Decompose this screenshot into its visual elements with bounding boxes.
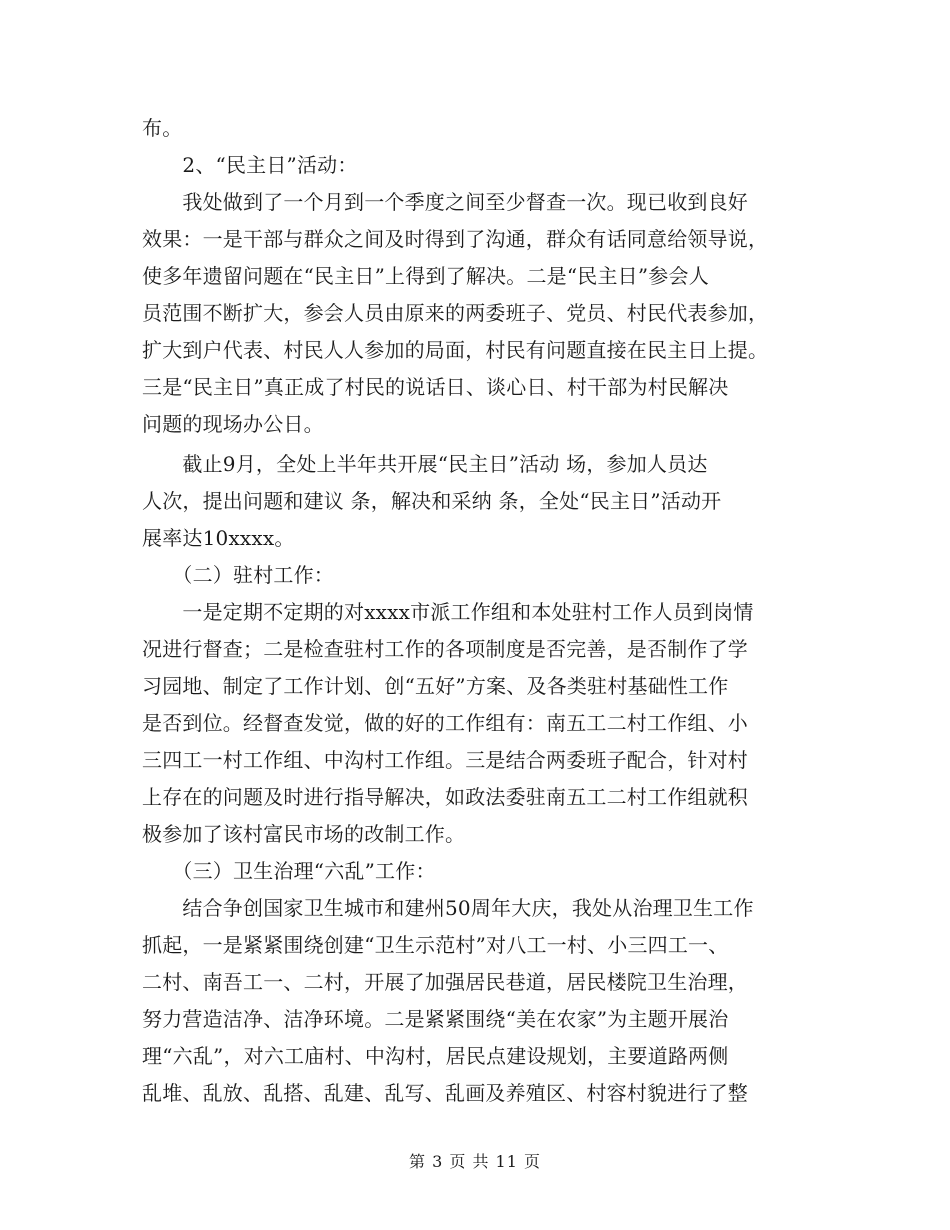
text-line: 截止9月，全处上半年共开展“民主日”活动 场，参加人员达 — [142, 452, 708, 476]
text-line: 一是定期不定期的对xxxx市派工作组和本处驻村工作人员到岗情 — [142, 600, 754, 624]
text-line: 极参加了该村富民市场的改制工作。 — [142, 822, 466, 846]
section-heading: （二）驻村工作： — [142, 563, 334, 587]
text-line: 员范围不断扩大，参会人员由原来的两委班子、党员、村民代表参加， — [142, 301, 769, 325]
text-line: 乱堆、乱放、乱搭、乱建、乱写、乱画及养殖区、村容村貌进行了整 — [142, 1081, 748, 1105]
text-line: 人次，提出问题和建议 条，解决和采纳 条，全处“民主日”活动开 — [142, 489, 722, 513]
text-line: 是否到位。经督查发觉，做的好的工作组有：南五工二村工作组、小 — [142, 711, 748, 735]
text-line: 二村、南吾工一、二村，开展了加强居民巷道，居民楼院卫生治理， — [142, 970, 748, 994]
section-heading: （三）卫生治理“六乱”工作： — [142, 859, 436, 883]
text-line: 抓起，一是紧紧围绕创建“卫生示范村”对八工一村、小三四工一、 — [142, 933, 729, 957]
text-line: 我处做到了一个月到一个季度之间至少督查一次。现已收到良好 — [142, 190, 748, 214]
text-line: 况进行督查；二是检查驻村工作的各项制度是否完善，是否制作了学 — [142, 637, 748, 661]
text-line: 三是“民主日”真正成了村民的说话日、谈心日、村干部为村民解决 — [142, 375, 729, 399]
text-line: 结合争创国家卫生城市和建州50周年大庆，我处从治理卫生工作 — [142, 896, 754, 920]
section-heading: 2、“民主日”活动： — [142, 153, 358, 177]
text-line: 布。 — [142, 116, 183, 140]
text-line: 努力营造洁净、洁净环境。二是紧紧围绕“美在农家”为主题开展治 — [142, 1007, 729, 1031]
text-line: 理“六乱”，对六工庙村、中沟村，居民点建设规划，主要道路两侧 — [142, 1044, 729, 1068]
text-line: 习园地、制定了工作计划、创“五好”方案、及各类驻村基础性工作 — [142, 674, 729, 698]
text-line: 展率达10xxxx。 — [142, 526, 295, 550]
text-line: 效果：一是干部与群众之间及时得到了沟通，群众有话同意给领导说， — [142, 227, 769, 251]
text-line: 三四工一村工作组、中沟村工作组。三是结合两委班子配合，针对村 — [142, 748, 748, 772]
text-line: 上存在的问题及时进行指导解决，如政法委驻南五工二村工作组就积 — [142, 785, 748, 809]
text-line: 问题的现场办公日。 — [142, 412, 324, 436]
text-line: 扩大到户代表、村民人人参加的局面，村民有问题直接在民主日上提。 — [142, 338, 769, 362]
text-line: 使多年遗留问题在“民主日”上得到了解决。二是“民主日”参会人 — [142, 264, 709, 288]
page-footer: 第 3 页 共 11 页 — [409, 1152, 541, 1171]
